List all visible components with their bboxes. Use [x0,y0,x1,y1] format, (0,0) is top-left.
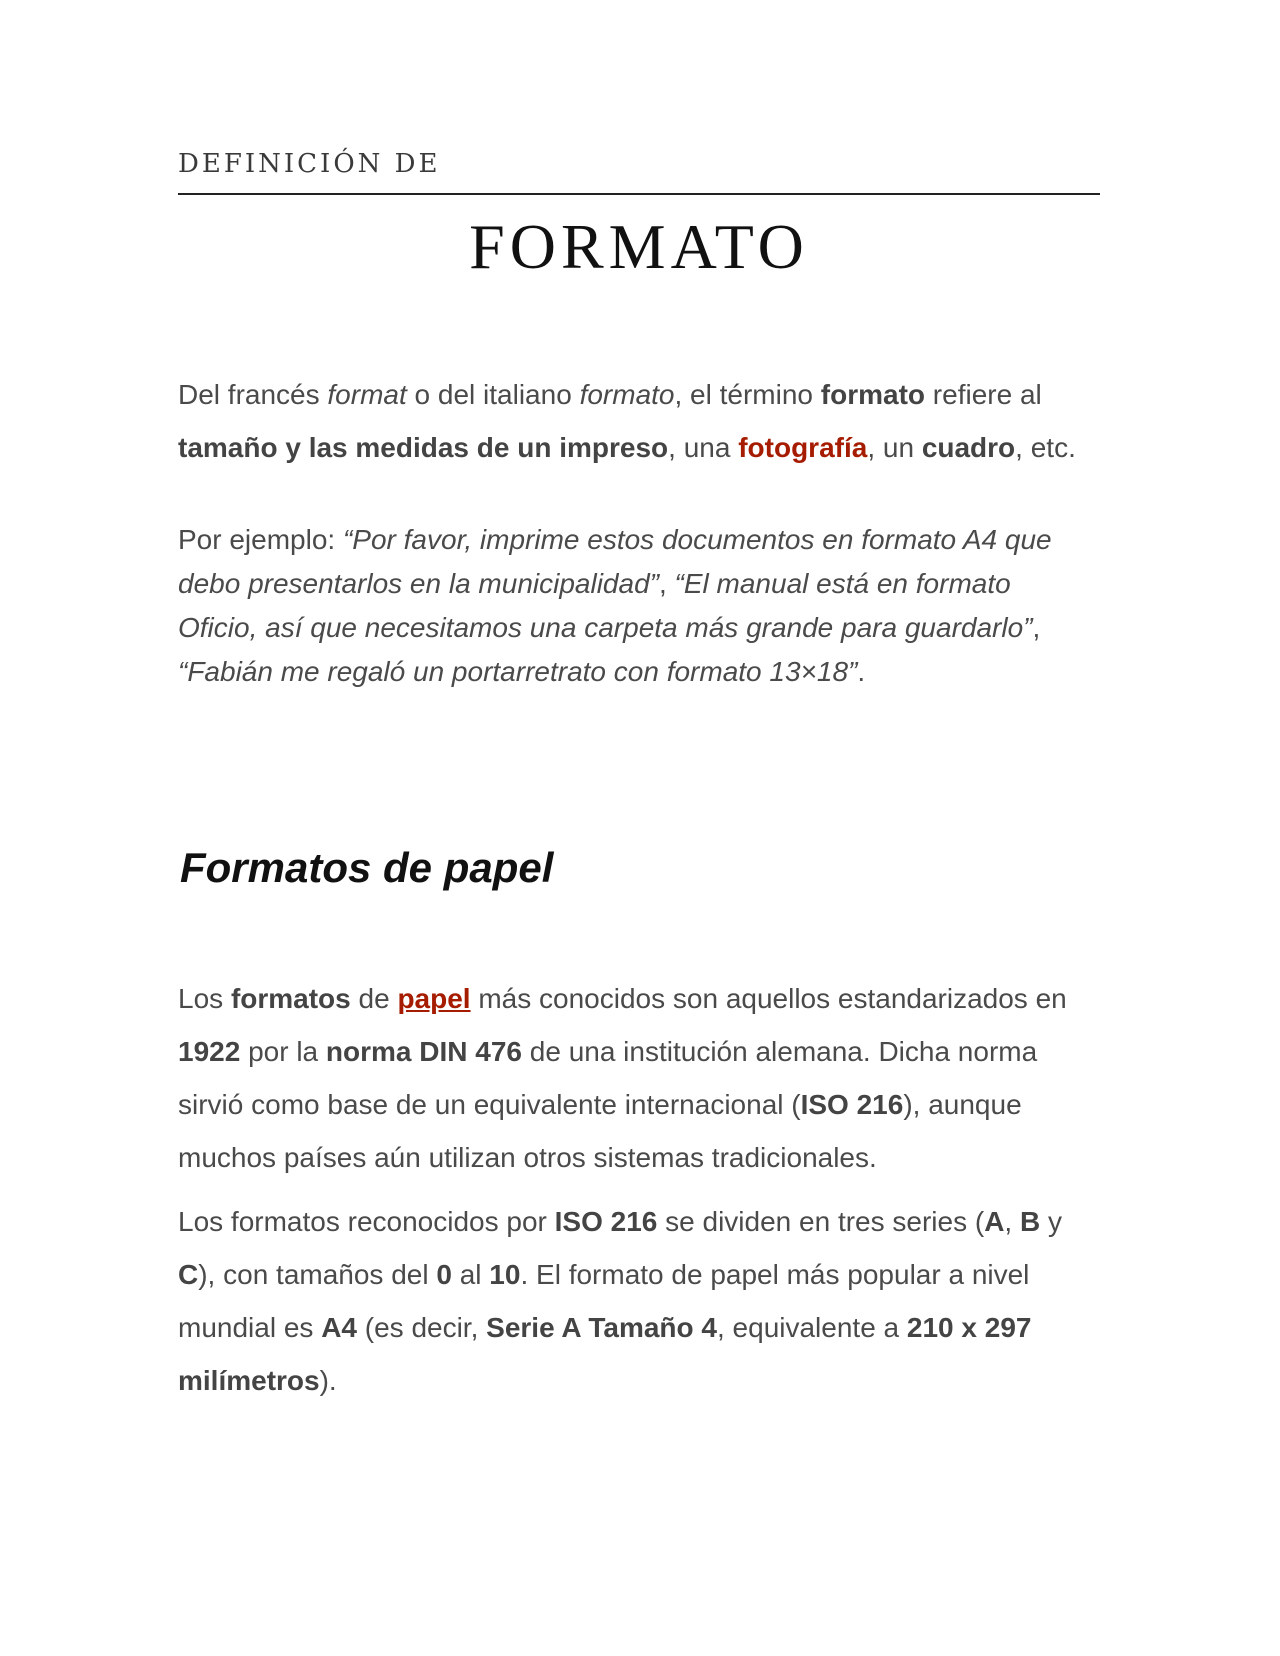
bold-term: ISO 216 [800,1089,904,1120]
page-title: FORMATO [469,211,809,282]
bold-term: A [984,1206,1005,1237]
text: , [658,568,675,599]
iso-series-paragraph [178,1195,1098,1407]
text: , [1004,1206,1020,1237]
text: o del italiano [406,379,580,410]
text: de una institución alemana. Dicha norma sirvió como base de un equivalente internacional ( [178,1036,1038,1120]
bold-term: C [178,1259,199,1290]
text: se dividen en tres series ( [657,1206,985,1237]
text: , etc. [1015,432,1076,463]
header-divider [178,193,1100,195]
text: ), aunque muchos países aún utilizan otros sistemas tradicionales. [178,1089,1022,1173]
example-quote: “Por favor, imprime estos documentos en formato A4 que debo presentarlos en la municipalidad” [178,524,1052,599]
text: Por ejemplo: [178,524,343,555]
text: refiere al [925,379,1042,410]
text: , equivalente a [716,1312,907,1343]
bold-term: norma DIN 476 [325,1036,522,1067]
link-papel[interactable]: papel [397,983,471,1014]
bold-term: 1922 [178,1036,241,1067]
example-paragraph [178,518,1078,694]
text: . El formato de papel más popular a nivel mundial es [178,1259,1030,1343]
bold-term: formato [820,379,926,410]
link-fotografia[interactable]: fotografía [738,432,868,463]
text: (es decir, [356,1312,487,1343]
text: , [1032,612,1041,643]
text: Los [178,983,231,1014]
text: Los formatos reconocidos por [178,1206,555,1237]
text: al [451,1259,490,1290]
bold-term: 0 [436,1259,452,1290]
text: Del francés [178,379,328,410]
bold-term: cuadro [921,432,1016,463]
bold-term: tamaño y las medidas de un impreso [178,432,669,463]
example-quote: “El manual está en formato Oficio, así que necesitamos una carpeta más grande para guardarlo” [178,568,1033,643]
paper-formats-paragraph [178,972,1098,1184]
bold-term: B [1019,1206,1041,1237]
example-quote: “Fabián me regaló un portarretrato con formato 13×18” [178,656,858,687]
text: ), con tamaños del [198,1259,437,1290]
text: más conocidos son aquellos estandarizados en [470,983,1067,1014]
text: , el término [674,379,821,410]
bold-term: ISO 216 [554,1206,658,1237]
bold-term: Serie A Tamaño 4 [486,1312,717,1343]
bold-term: 10 [489,1259,521,1290]
bold-term: 210 x 297 milímetros [178,1312,1032,1396]
bold-term: A4 [321,1312,357,1343]
text: por la [240,1036,326,1067]
text: , un [867,432,922,463]
intro-paragraph [178,368,1078,474]
italic-term: format [327,379,407,410]
bold-term: formatos [230,983,351,1014]
text: y [1040,1206,1062,1237]
text: , una [668,432,739,463]
definition-kicker: DEFINICIÓN DE [178,149,441,179]
text: ). [319,1365,337,1396]
text: de [350,983,398,1014]
italic-term: formato [579,379,675,410]
text: . [857,656,866,687]
section-heading: Formatos de papel [180,844,554,891]
